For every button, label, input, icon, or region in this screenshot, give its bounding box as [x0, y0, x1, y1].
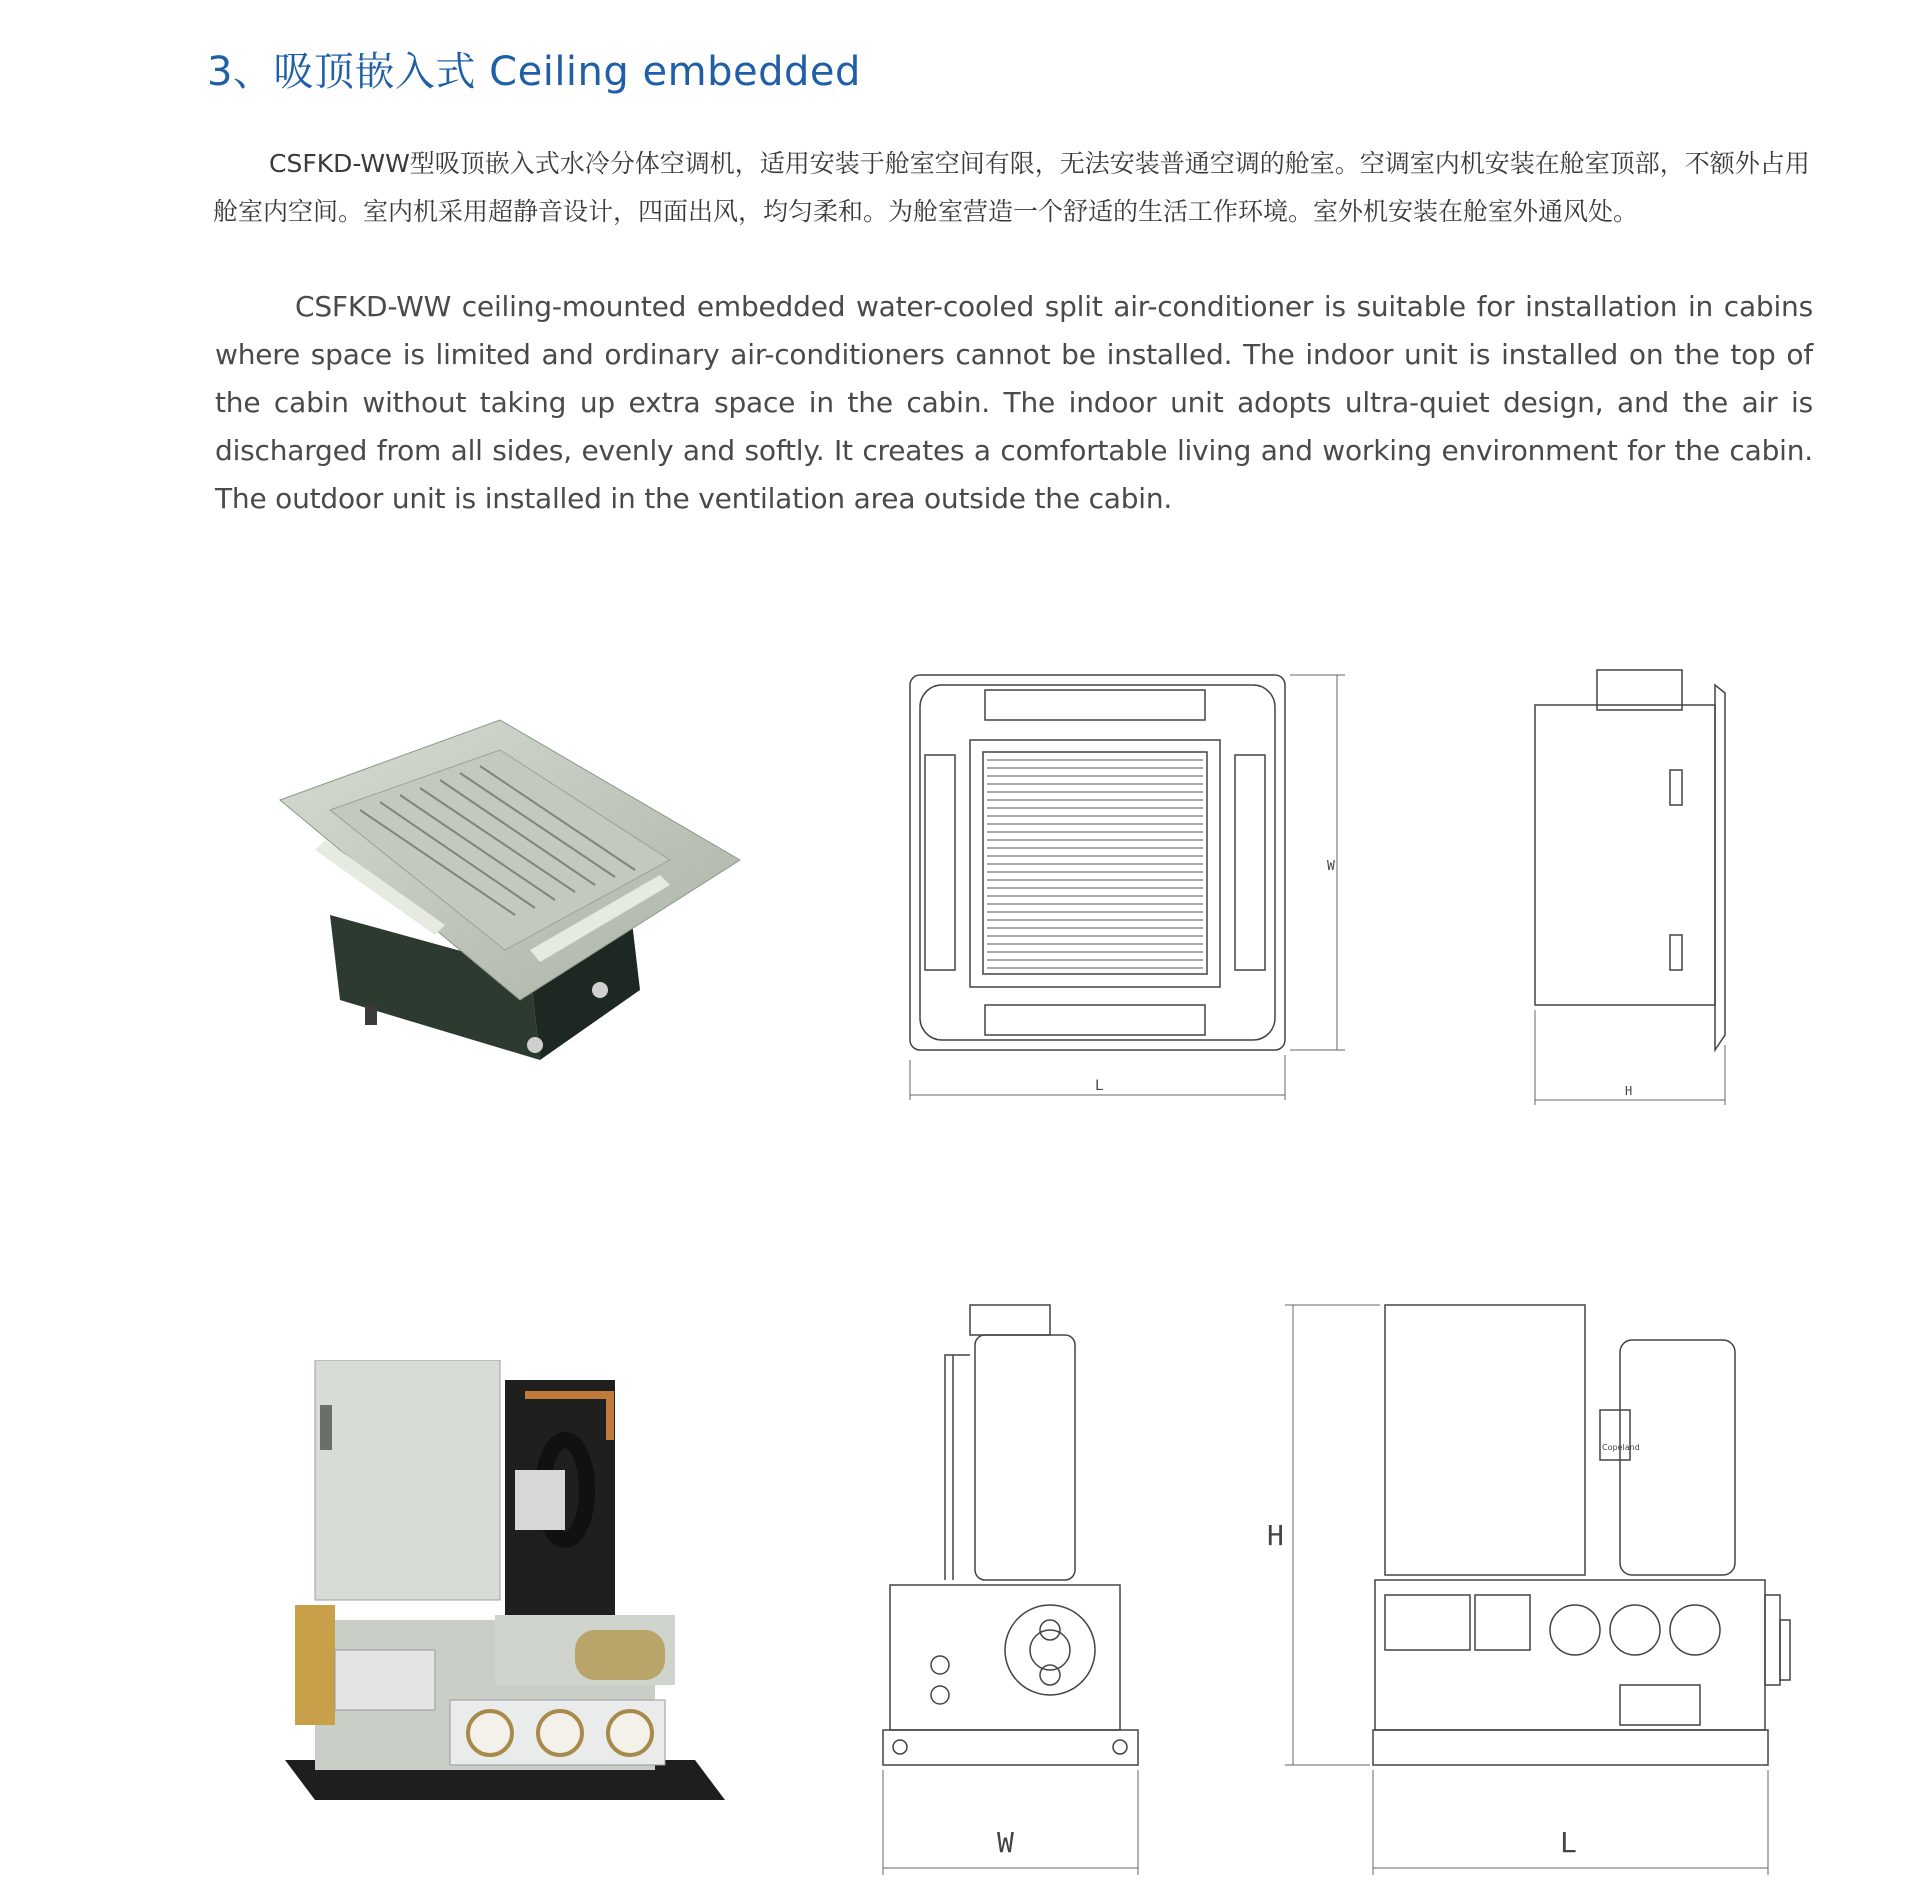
section-title: 3、吸顶嵌入式 Ceiling embedded	[207, 49, 861, 95]
compressor-brand-label: Copeland	[1602, 1443, 1640, 1452]
outdoor-length-label: L	[1560, 1826, 1577, 1859]
outdoor-unit-side-drawing	[875, 1300, 1145, 1880]
indoor-height-label: H	[1625, 1084, 1633, 1098]
indoor-depth-label: W	[1327, 859, 1335, 874]
outdoor-unit-photo	[275, 1360, 735, 1840]
description-english	[215, 283, 1813, 523]
outdoor-height-label: H	[1267, 1519, 1284, 1552]
outdoor-width-label: W	[997, 1826, 1014, 1859]
description-en-text: CSFKD-WW ceiling-mounted embedded water-cooled split air-conditioner is suitable for installation in cabins where space is limited and ordinary air-conditioners cannot be installed. The indoor unit is installed on the top of the cabin without taking up extra space in the cabin. The indoor unit adopts ultra-quiet design, and the air is discharged from all sides, evenly and softly. It creates a comfortable living and working environment for the cabin. The outdoor unit is installed in the ventilation area outside the cabin.	[215, 290, 1813, 515]
description-chinese	[213, 140, 1813, 236]
indoor-unit-front-drawing	[905, 670, 1355, 1110]
description-cn-text: CSFKD-WW型吸顶嵌入式水冷分体空调机，适用安装于舱室空间有限，无法安装普通空调的舱室。空调室内机安装在舱室顶部，不额外占用舱室内空间。室内机采用超静音设计，四面出风，均匀柔和。为舱室营造一个舒适的生活工作环境。室外机安装在舱室外通风处。	[213, 149, 1810, 226]
indoor-unit-photo	[270, 700, 750, 1080]
indoor-unit-side-drawing	[1525, 665, 1735, 1115]
indoor-length-label: L	[1095, 1078, 1104, 1094]
outdoor-unit-front-drawing	[1245, 1300, 1825, 1880]
